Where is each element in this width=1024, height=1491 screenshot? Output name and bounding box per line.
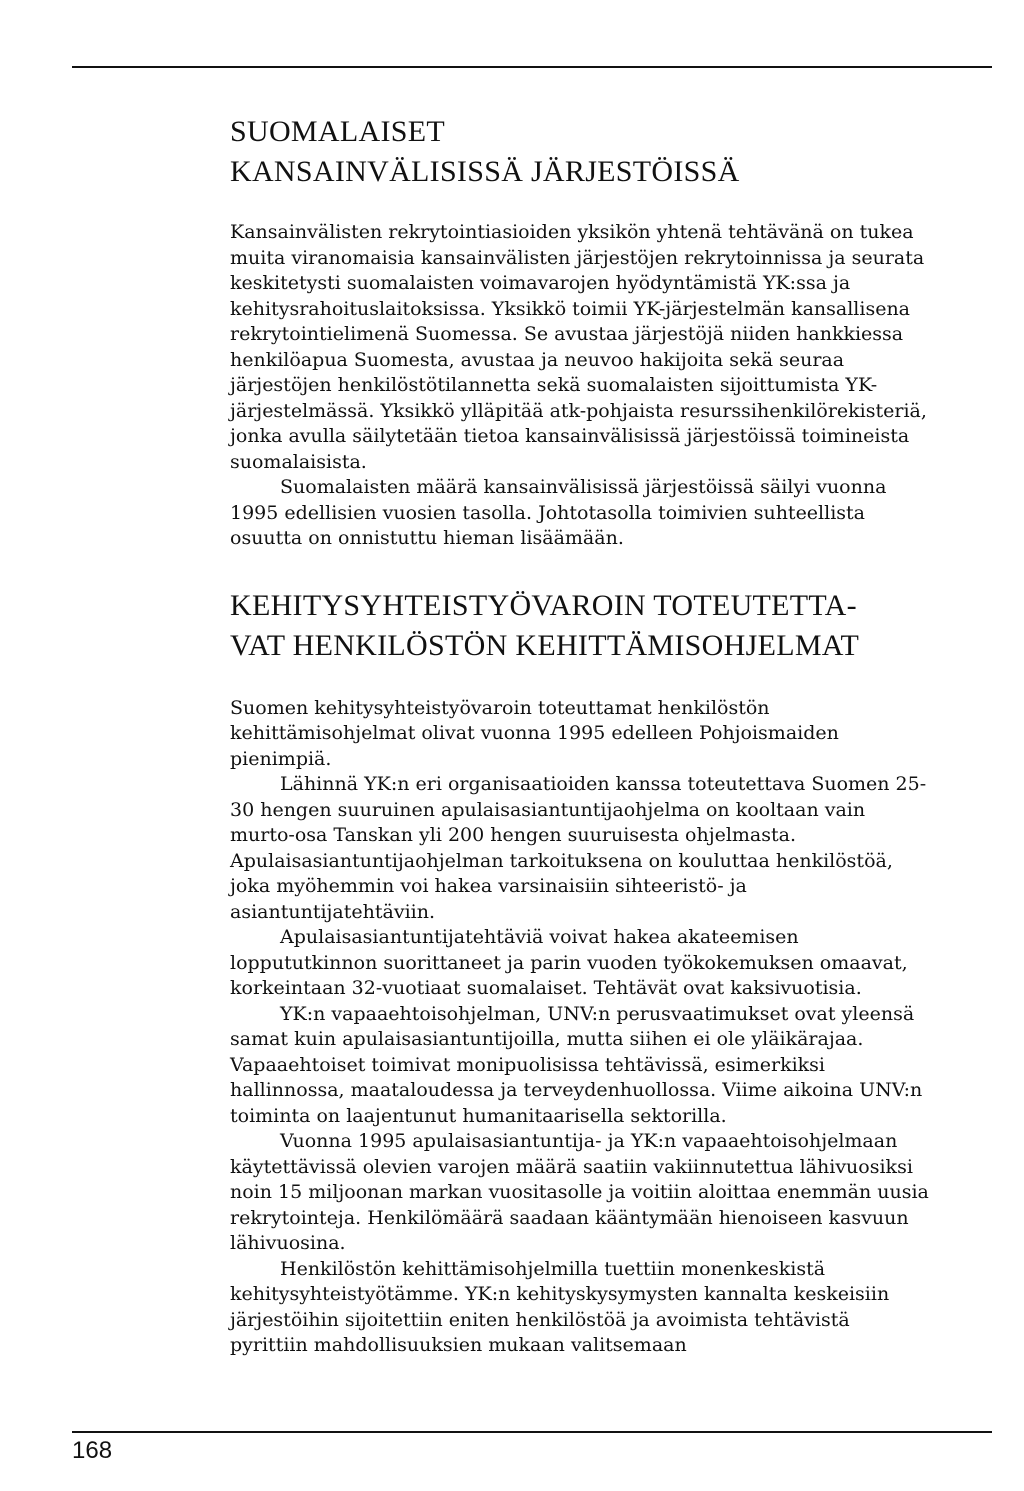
bottom-rule [72, 1431, 992, 1433]
paragraph: Vuonna 1995 apulaisasiantuntija- ja YK:n vapaaehtoisohjelmaan käytettävissä olevien varojen määrä saatiin vakiinnutettua lähivuosiksi noin 15 miljoonan markan vuositasolle ja voitiin aloittaa enemmän uusia rekrytointeja. Henkilömäärä saadaan kääntymään hienoiseen kasvuun lähivuosina. [230, 1130, 929, 1254]
page-content [230, 112, 930, 1359]
heading-line: KEHITYSYHTEISTYÖVAROIN TOTEUTETTA- [230, 588, 857, 622]
paragraph: YK:n vapaaehtoisohjelman, UNV:n perusvaatimukset ovat yleensä samat kuin apulaisasiantuntijoilla, mutta siihen ei ole yläikärajaa. Vapaaehtoiset toimivat monipuolisissa tehtävissä, esimerkiksi hallinnossa, maataloudessa ja terveydenhuollossa. Viime aikoina UNV:n toiminta on laajentunut humanitaarisella sektorilla. [230, 1002, 923, 1127]
paragraph: Apulaisasiantuntijatehtäviä voivat hakea akateemisen loppututkinnon suorittaneet ja parin vuoden työkokemuksen omaavat, korkeintaan 32-vuotiaat suomalaiset. Tehtävät ovat kaksivuotisia. [230, 926, 908, 999]
section-heading-kehitysyhteistyovaroin [230, 586, 930, 666]
paragraph: Lähinnä YK:n eri organisaatioiden kanssa toteutettava Suomen 25-30 hengen suuruinen apulaisasiantuntijaohjelma on kooltaan vain murto-osa Tanskan yli 200 hengen suuruisesta ohjelmasta. Apulaisasiantuntijaohjelman tarkoituksena on kouluttaa henkilöstöä, joka myöhemmin voi hakea varsinaisiin sihteeristö- ja asiantuntijatehtäviin. [230, 773, 927, 923]
paragraph: Henkilöstön kehittämisohjelmilla tuettiin monenkeskistä kehitysyhteistyötämme. YK:n kehityskysymysten kannalta keskeisiin järjestöihin sijoitettiin eniten henkilöstöä ja avoimista tehtävistä pyrittiin mahdollisuuksien mukaan valitsemaan [230, 1257, 890, 1356]
paragraph: Suomalaisten määrä kansainvälisissä järjestöissä säilyi vuonna 1995 edellisien vuosien tasolla. Johtotasolla toimivien suhteellista osuutta on onnistuttu hieman lisäämään. [230, 476, 887, 549]
paragraph: Kansainvälisten rekrytointiasioiden yksikön yhtenä tehtävänä on tukea muita viranomaisia kansainvälisten järjestöjen rekrytoinnissa ja seurata keskitetysti suomalaisten voimavarojen hyödyntämistä YK:ssa ja kehitysrahoituslaitoksissa. Yksikkö toimii YK-järjestelmän kansallisena rekrytointielimenä Suomessa. Se avustaa järjestöjä niiden hankkiessa henkilöapua Suomesta, avustaa ja neuvoo hakijoita sekä seuraa järjestöjen henkilöstötilannetta sekä suomalaisten sijoittumista YK-järjestelmässä. Yksikkö ylläpitää atk-pohjaista resurssihenkilörekisteriä, jonka avulla säilytetään tietoa kansainvälisissä järjestöissä toimineista suomalaisista. [230, 221, 927, 473]
paragraph: Suomen kehitysyhteistyövaroin toteuttamat henkilöstön kehittämisohjelmat olivat vuonna 1995 edelleen Pohjoismaiden pienimpiä. [230, 696, 839, 770]
heading-line: KANSAINVÄLISISSÄ JÄRJESTÖISSÄ [230, 155, 740, 188]
top-rule [72, 66, 992, 68]
page-number: 168 [72, 1437, 113, 1464]
heading-line: SUOMALAISET [230, 115, 445, 148]
section-heading-suomalaiset [230, 112, 930, 192]
heading-line: VAT HENKILÖSTÖN KEHITTÄMISOHJELMAT [230, 628, 860, 662]
